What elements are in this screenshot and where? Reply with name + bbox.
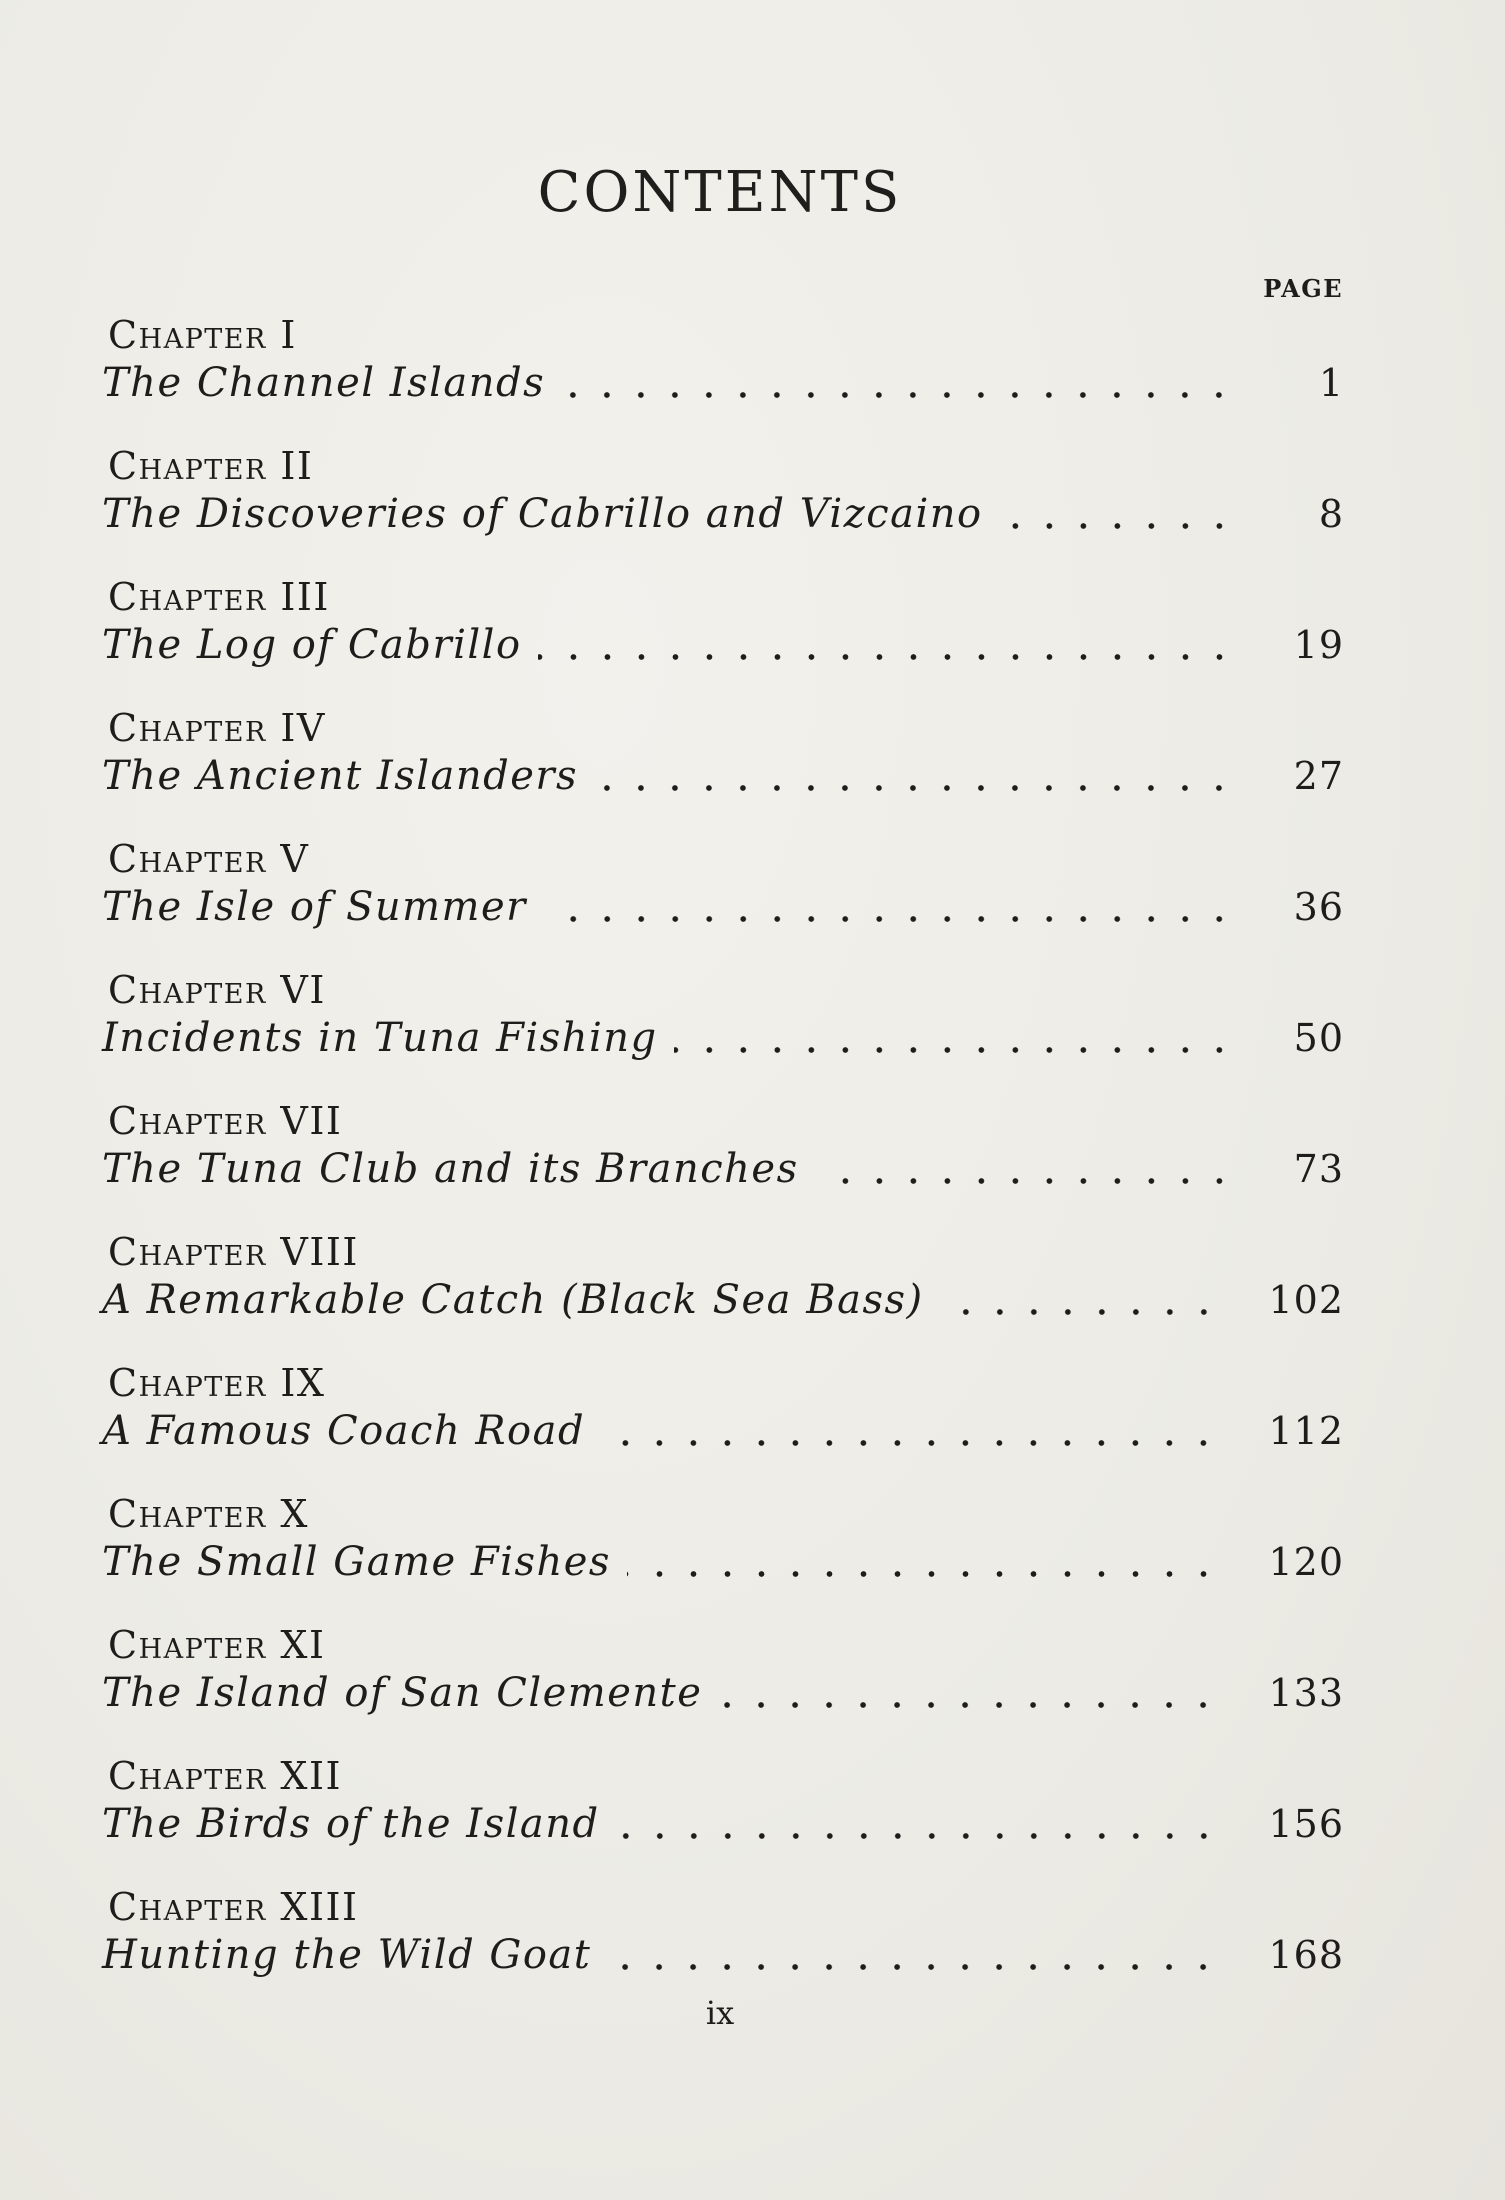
leader-dots: [543, 914, 1236, 924]
chapter-title: A Famous Coach Road: [102, 1408, 586, 1454]
page-number: 27: [1293, 754, 1344, 798]
leader-dots: [627, 1569, 1221, 1579]
leader-dots: [538, 652, 1236, 662]
contents-entry: [102, 965, 1344, 1096]
chapter-label: Chapter VIII: [108, 1230, 359, 1274]
chapter-title: The Log of Cabrillo: [102, 622, 522, 668]
leader-dots: [940, 1307, 1221, 1317]
chapter-label: Chapter XIII: [108, 1885, 359, 1929]
leader-dots: [815, 1176, 1236, 1186]
contents-entry: [102, 1358, 1344, 1489]
page-number: 168: [1268, 1933, 1344, 1977]
leader-dots: [594, 783, 1236, 793]
leader-dots: [616, 1831, 1221, 1841]
contents-entry: [102, 441, 1344, 572]
page-number: 1: [1318, 361, 1344, 405]
leader-dots: [601, 1438, 1220, 1448]
leader-dots: [718, 1700, 1220, 1710]
leader-dots: [999, 521, 1236, 531]
page-folio: ix: [705, 1994, 735, 2032]
chapter-title: The Discoveries of Cabrillo and Vizcaino: [102, 491, 983, 537]
page-number: 19: [1293, 623, 1344, 667]
page-number: 156: [1268, 1802, 1344, 1846]
chapter-title: Incidents in Tuna Fishing: [102, 1015, 658, 1061]
page-number: 8: [1318, 492, 1344, 536]
page-number: 73: [1293, 1147, 1344, 1191]
chapter-title: The Island of San Clemente: [102, 1670, 703, 1716]
contents-entry: [102, 703, 1344, 834]
chapter-label: Chapter VII: [108, 1099, 343, 1143]
chapter-label: Chapter IX: [108, 1361, 326, 1405]
page-number: 102: [1268, 1278, 1344, 1322]
page-number: 50: [1293, 1016, 1344, 1060]
chapter-label: Chapter XI: [108, 1623, 326, 1667]
chapter-label: Chapter III: [108, 575, 330, 619]
contents-entry: [102, 1227, 1344, 1358]
contents-entry: [102, 1096, 1344, 1227]
leader-dots: [561, 390, 1236, 400]
contents-entry: [102, 1489, 1344, 1620]
page-number: 112: [1268, 1409, 1344, 1453]
leader-dots: [674, 1045, 1236, 1055]
chapter-title: The Small Game Fishes: [102, 1539, 611, 1585]
chapter-label: Chapter V: [108, 837, 310, 881]
contents-entry: [102, 1751, 1344, 1882]
page-number: 120: [1268, 1540, 1344, 1584]
chapter-title: Hunting the Wild Goat: [102, 1932, 592, 1978]
contents-entry: [102, 834, 1344, 965]
chapter-label: Chapter I: [108, 313, 297, 357]
page-number: 36: [1293, 885, 1344, 929]
chapter-title: The Tuna Club and its Branches: [102, 1146, 799, 1192]
chapter-label: Chapter XII: [108, 1754, 342, 1798]
chapter-title: The Channel Islands: [102, 360, 546, 406]
page-column-label: PAGE: [1263, 274, 1343, 303]
chapter-label: Chapter X: [108, 1492, 309, 1536]
chapter-title: The Ancient Islanders: [102, 753, 579, 799]
chapter-label: Chapter IV: [108, 706, 326, 750]
page-number: 133: [1268, 1671, 1344, 1715]
leader-dots: [607, 1962, 1220, 1972]
contents-entry: [102, 310, 1344, 441]
chapter-title: A Remarkable Catch (Black Sea Bass): [102, 1277, 924, 1323]
chapter-label: Chapter II: [108, 444, 314, 488]
chapter-label: Chapter VI: [108, 968, 326, 1012]
chapter-title: The Birds of the Island: [102, 1801, 600, 1847]
chapter-title: The Isle of Summer: [102, 884, 527, 930]
contents-entry: [102, 1620, 1344, 1751]
page-title: CONTENTS: [537, 160, 903, 225]
contents-entry: [102, 572, 1344, 703]
contents-list: [102, 310, 1344, 2013]
